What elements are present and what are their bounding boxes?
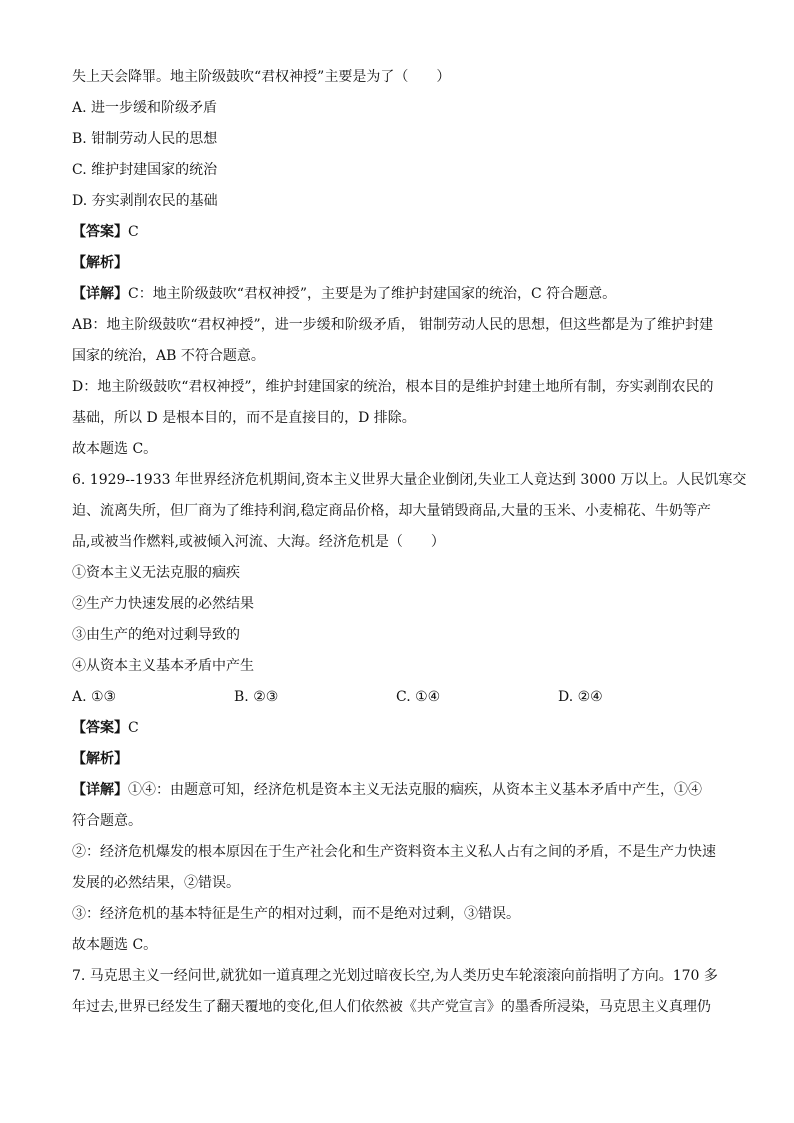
q5-answer-value: C <box>128 224 139 240</box>
q5-detail-line-5: 基础，所以 D 是根本目的，而不是直接目的，D 排除。 <box>72 410 416 426</box>
q6-option-a: A. ①③ <box>72 689 117 705</box>
q5-answer <box>72 217 724 248</box>
q6-detail-line-2: 符合题意。 <box>72 813 142 829</box>
q6-statement-2: ②生产力快速发展的必然结果 <box>72 596 254 612</box>
q6-analysis-tag: 【解析】 <box>72 751 128 767</box>
q6-statement-1: ①资本主义无法克服的痼疾 <box>72 565 240 581</box>
q7-stem-line-1: 7. 马克思主义一经问世,就犹如一道真理之光划过暗夜长空,为人类历史车轮滚滚向前指明了方向。170 多 <box>72 968 718 984</box>
q6-conclusion: 故本题选 C。 <box>72 937 158 953</box>
q6-option-d: D. ②④ <box>558 689 603 705</box>
q5-analysis-tag: 【解析】 <box>72 255 128 271</box>
q5-answer-tag: 【答案】 <box>72 224 128 240</box>
q6-statement-3: ③由生产的绝对过剩导致的 <box>72 627 240 643</box>
q5-stem-continuation: 失上天会降罪。地主阶级鼓吹“君权神授”主要是为了（ ） <box>72 69 451 85</box>
q6-detail-text-1: ①④：由题意可知，经济危机是资本主义无法克服的痼疾，从资本主义基本矛盾中产生，①④ <box>128 782 702 798</box>
q5-option-c: C. 维护封建国家的统治 <box>72 162 218 178</box>
q6-detail-line-3: ②：经济危机爆发的根本原因在于生产社会化和生产资料资本主义私人占有之间的矛盾，不是生产力快速 <box>72 844 716 860</box>
q6-option-c: C. ①④ <box>396 689 441 705</box>
q7-stem-line-2: 年过去,世界已经发生了翻天覆地的变化,但人们依然被《共产党宣言》的墨香所浸染，马克思主义真理仍 <box>72 999 711 1015</box>
q6-stem-line-2: 迫、流离失所，但厂商为了维持利润,稳定商品价格，却大量销毁商品,大量的玉米、小麦棉花、牛奶等产 <box>72 503 711 519</box>
q5-detail-line-4: D：地主阶级鼓吹“君权神授”，维护封建国家的统治，根本目的是维护封建土地所有制，夯实剥削农民的 <box>72 379 714 395</box>
q6-option-b: B. ②③ <box>234 689 279 705</box>
q5-detail-line-3: 国家的统治，AB 不符合题意。 <box>72 348 265 364</box>
q6-statement-4: ④从资本主义基本矛盾中产生 <box>72 658 254 674</box>
document-page <box>72 62 747 1023</box>
q5-conclusion: 故本题选 C。 <box>72 441 158 457</box>
q6-detail-line-4: 发展的必然结果，②错误。 <box>72 875 240 891</box>
q6-stem-line-1: 6. 1929--1933 年世界经济危机期间,资本主义世界大量企业倒闭,失业工人竟达到 3000 万以上。人民饥寒交 <box>72 472 747 488</box>
q5-option-a: A. 进一步缓和阶级矛盾 <box>72 100 218 116</box>
q6-detail-tag: 【详解】 <box>72 782 128 798</box>
q6-options <box>72 682 724 713</box>
q5-detail-line-2: AB：地主阶级鼓吹“君权神授”，进一步缓和阶级矛盾， 钳制劳动人民的思想，但这些都是为了维护封建 <box>72 317 714 333</box>
q6-detail-line-1 <box>72 775 724 806</box>
q5-option-b: B. 钳制劳动人民的思想 <box>72 131 218 147</box>
q5-detail-text-1: C：地主阶级鼓吹“君权神授”，主要是为了维护封建国家的统治，C 符合题意。 <box>128 286 617 302</box>
q6-answer-value: C <box>128 720 139 736</box>
q6-detail-line-5: ③：经济危机的基本特征是生产的相对过剩，而不是绝对过剩，③错误。 <box>72 906 520 922</box>
q5-detail-tag: 【详解】 <box>72 286 128 302</box>
q6-answer-tag: 【答案】 <box>72 720 128 736</box>
q5-detail-line-1 <box>72 279 724 310</box>
q6-stem-line-3: 品,或被当作燃料,或被倾入河流、大海。经济危机是（ ） <box>72 534 445 550</box>
q5-option-d: D. 夯实剥削农民的基础 <box>72 193 218 209</box>
q6-answer <box>72 713 724 744</box>
